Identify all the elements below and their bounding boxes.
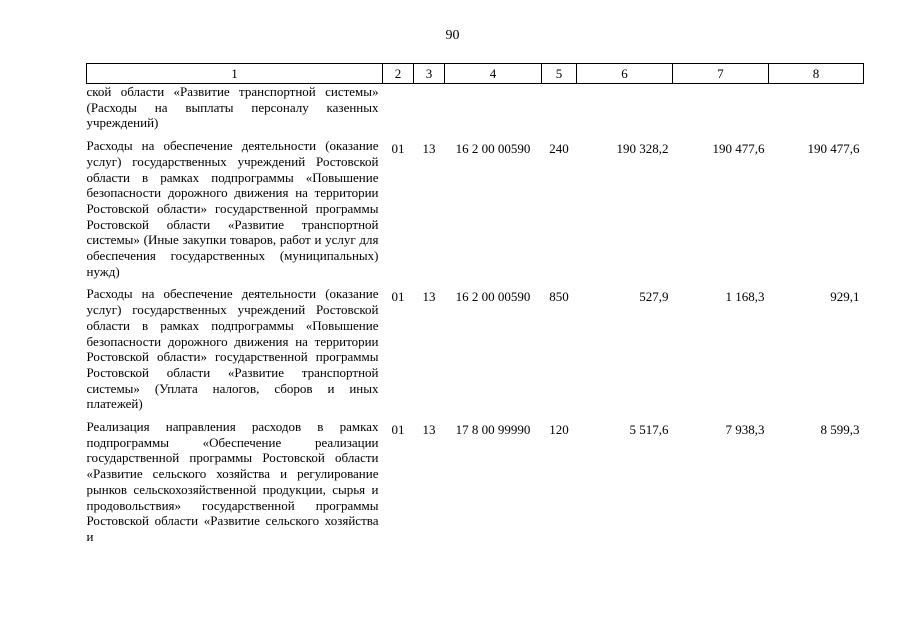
header-col-5: 5	[542, 64, 577, 84]
row-amount-year-1: 5 517,6	[629, 422, 669, 438]
table-body	[87, 84, 864, 552]
row-target-code: 16 2 00 00590	[455, 289, 531, 305]
row-amount-year-3	[769, 84, 864, 139]
row-description: ской области «Развитие транспортной системы» (Расходы на выплаты персоналу казенных учреждений)	[86, 84, 379, 131]
row-subsection: 13	[422, 422, 436, 438]
row-description: Реализация направления расходов в рамках подпрограммы «Обеспечение реализации государственной программы Ростовской области «Развитие сельского хозяйства и регулирование рынков сельскохозяйственной продукции, сырья и продовольствия» государственной программы Ростовской области «Развитие сельского хозяйства и	[86, 419, 379, 544]
row-amount-year-3: 190 477,6	[807, 141, 860, 157]
row-description: Расходы на обеспечение деятельности (оказание услуг) государственных учреждений Ростовской области в рамках подпрограммы «Повышение безопасности дорожного движения на территории Ростовской области» государственной программы Ростовской области «Развитие транспортной системы» (Уплата налогов, сборов и иных платежей)	[86, 286, 379, 412]
row-amount-year-1: 190 328,2	[616, 141, 669, 157]
row-section	[383, 84, 414, 139]
page-number: 90	[445, 28, 460, 43]
table-row	[87, 286, 864, 419]
row-section: 01	[391, 141, 405, 157]
header-col-2: 2	[383, 64, 414, 84]
row-subsection: 13	[422, 289, 436, 305]
row-amount-year-3: 929,1	[830, 289, 860, 305]
row-subsection: 13	[422, 141, 436, 157]
row-section: 01	[391, 289, 405, 305]
table-row	[87, 84, 864, 139]
row-amount-year-2: 190 477,6	[712, 141, 765, 157]
header-col-4: 4	[445, 64, 542, 84]
table-row	[87, 138, 864, 286]
row-amount-year-2: 1 168,3	[725, 289, 765, 305]
header-col-7: 7	[673, 64, 769, 84]
row-subsection	[414, 84, 445, 139]
row-amount-year-1	[577, 84, 673, 139]
header-col-1: 1	[87, 64, 383, 84]
header-row	[87, 64, 864, 84]
header-col-6: 6	[577, 64, 673, 84]
row-amount-year-2: 7 938,3	[725, 422, 765, 438]
table-row	[87, 419, 864, 552]
row-target-code	[445, 84, 542, 139]
row-section: 01	[391, 422, 405, 438]
row-amount-year-2	[673, 84, 769, 139]
row-target-code: 17 8 00 99990	[455, 422, 531, 438]
row-expense-type: 120	[549, 422, 569, 438]
header-col-3: 3	[414, 64, 445, 84]
table-header	[87, 64, 864, 84]
row-description: Расходы на обеспечение деятельности (оказание услуг) государственных учреждений Ростовской области в рамках подпрограммы «Повышение безопасности дорожного движения на территории Ростовской области» государственной программы Ростовской области «Развитие транспортной системы» (Иные закупки товаров, работ и услуг для обеспечения государственных (муниципальных) нужд)	[86, 138, 379, 279]
row-amount-year-1: 527,9	[639, 289, 669, 305]
row-target-code: 16 2 00 00590	[455, 141, 531, 157]
row-expense-type	[542, 84, 577, 139]
row-expense-type: 850	[549, 289, 569, 305]
row-amount-year-3: 8 599,3	[820, 422, 860, 438]
header-col-8: 8	[769, 64, 864, 84]
budget-table	[86, 63, 864, 552]
row-expense-type: 240	[549, 141, 569, 157]
